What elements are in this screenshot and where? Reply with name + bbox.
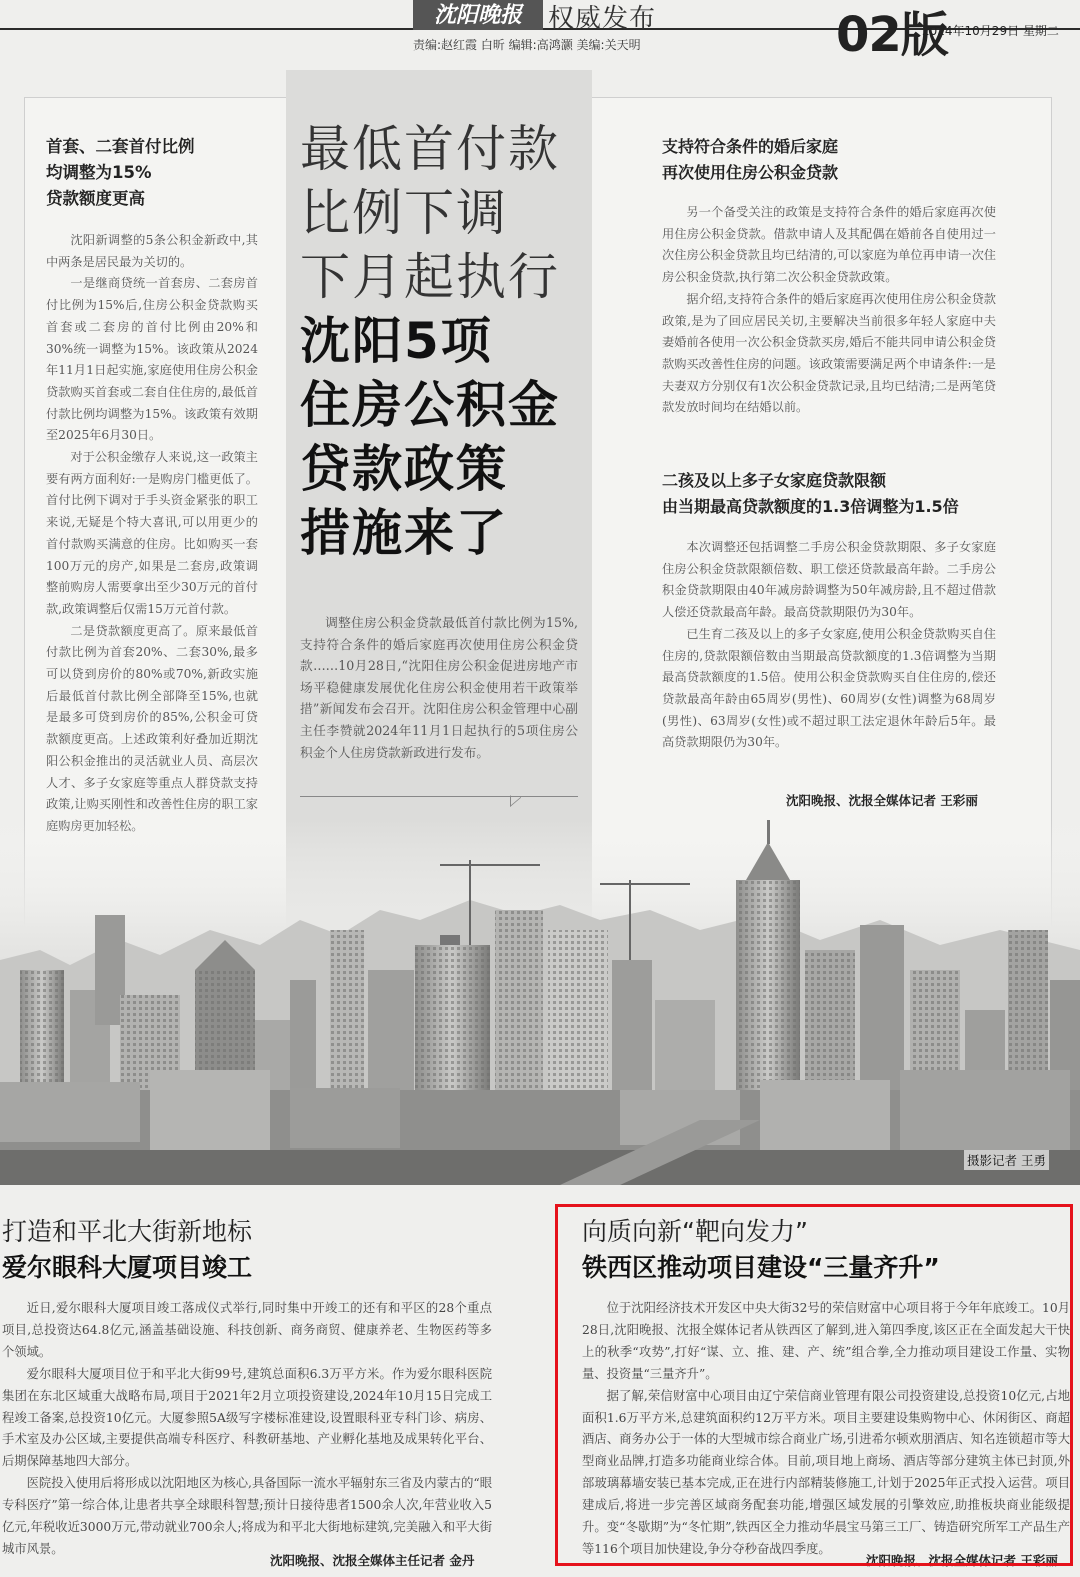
subheadline-line: 措施来了 [300,504,508,562]
subheadline-line: 住房公积金 [300,376,560,434]
paragraph: 沈阳新调整的5条公积金新政中,其中两条是居民最为关切的。 [46,233,258,269]
story-left-headline: 爱尔眼科大厦项目竣工 [2,1253,253,1282]
paragraph: 据了解,荣信财富中心项目由辽宁荣信商业管理有限公司投资建设,总投资10亿元,占地面积1.6万平方米,总建筑面积约12万平方米。项目主要建设集购物中心、休闲街区、商超酒店、商务办公于一体的大型城市综合商业广场,引进希尔顿欢朋酒店、知名连锁超市等大型商业品牌,打造多功能商业综合体。目前,项目地上商场、酒店等部分建筑主体已封顶,外部玻璃幕墙安装已基本完成,正在进行内部精装修施工,计划于2025年正式投入运营。项目建成后,将进一步完善区域商务配套功能,增强区域发展的引擎效应,助推板块商业能级提升。变“冬歇期”为“冬忙期”,铁西区全力推动华晨宝马第三工厂、铸造研究所军工产品生产等116个项目加快建设,争分夺秒奋战四季度。 [582,1388,1070,1556]
subheadline-line: 贷款政策 [300,440,508,498]
city-skyline-photo [0,820,1080,1185]
story-left-kicker: 打造和平北大街新地标 [2,1217,253,1246]
paper-masthead: 沈阳晚报 [413,0,543,30]
story-right-kicker: 向质向新“靶向发力” [582,1217,808,1246]
headline-line: 比例下调 [300,184,508,242]
lead-callout-rule [300,796,578,797]
main-headline [300,117,586,565]
paragraph: 另一个备受关注的政策是支持符合条件的婚后家庭再次使用住房公积金贷款。借款申请人及其配偶在婚前各自使用过一次住房公积金贷款且均已结清的,可以家庭为单位再申请一次住房公积金贷款,执行第二次公积金贷款政策。 [662,205,996,285]
paragraph: 已生育二孩及以上的多子女家庭,使用公积金贷款购买自住住房的,贷款限额倍数由当期最高贷款额度的1.3倍调整为当期最高贷款额度的1.5倍。使用公积金贷款购买自住住房的,偿还贷款最高年龄由65周岁(男性)、60周岁(女性)调整为68周岁(男性)、63周岁(女性)或不超过职工法定退休年龄后5年。最高贷款期限仍为30年。 [662,626,996,750]
editor-credits: 责编:赵红霞 白昕 编辑:高鸿灏 美编:关天明 [413,38,641,52]
story-right-byline: 沈阳晚报、沈报全媒体记者 王彩丽 [866,1553,1058,1568]
paragraph: 爱尔眼科大厦项目位于和平北大街99号,建筑总面积6.3万平方米。作为爱尔眼科医院集团在东北区域重大战略布局,项目于2021年2月立项投资建设,2024年10月15日完成工程竣工备案,总投资10亿元。大厦参照5A级写字楼标准建设,设置眼科亚专科门诊、病房、手术室及办公区域,主要提供高端专科医疗、科教研基地、产业孵化基地及成果转化平台、后期保障基地四大部分。 [2,1366,492,1469]
right-column-body-2 [662,537,996,754]
paragraph: 近日,爱尔眼科大厦项目竣工落成仪式举行,同时集中开竣工的还有和平区的28个重点项目,总投资达64.8亿元,涵盖基础设施、科技创新、商务商贸、健康养老、生物医药等多个领域。 [2,1301,492,1359]
highlight-box [555,1204,1073,1566]
subheadline-line: 沈阳5项 [300,312,493,370]
paragraph: 对于公积金缴存人来说,这一政策主要有两方面利好:一是购房门槛更低了。首付比例下调对于手头资金紧张的职工来说,无疑是个特大喜讯,可以用更少的首付款购买满意的住房。比如购买一套100万元的房产,如果是二套房,政策调整前购房人需要拿出至少30万元的首付款,政策调整后仅需15万元首付款。 [46,450,258,616]
story-left-body [2,1298,492,1556]
paragraph: 二是贷款额度更高了。原来最低首付款比例为首套20%、二套30%,最多可以贷到房价的80%或70%,新政实施后最低首付款比例全部降至15%,也就是最多可贷到房价的85%,公积金可贷款额度更高。上述政策利好叠加近期沈阳公积金推出的灵活就业人员、高层次人才、多子女家庭等重点人群贷款支持政策,让购买刚性和改善性住房的职工家 [46,623,258,812]
left-subhead: 首套、二套首付比例 均调整为15% 贷款额度更高 [46,137,195,208]
headline-line: 下月起执行 [300,248,560,306]
main-byline: 沈阳晚报、沈报全媒体记者 王彩丽 [786,793,978,808]
issue-date: 2024年10月29日 星期二 [922,24,1059,38]
paragraph: 医院投入使用后将形成以沈阳地区为核心,具备国际一流水平辐射东三省及内蒙古的“眼专科医疗”第一综合体,让患者共享全球眼科智慧;预计日接待患者1500余人次,年营业收入5亿元,年税收近3000万元,带动就业700余人;将成为和平北大街地标建筑,完美融入和平大街城市风景。 [2,1476,492,1556]
left-column-body [46,230,258,838]
paragraph: 一是继商贷统一首套房、二套房首付比例为15%后,住房公积金贷款购买首套或二套房的首付比例由20%和30%统一调整为15%。该政策从2024年11月1日起实施,家庭使用住房公积金贷款购买首套或二套自住住房的,最低首付款比例均调整为15%。该政策有效期至2025年6月30日。 [46,276,258,443]
section-name: 权威发布 [548,4,657,34]
paragraph: 据介绍,支持符合条件的婚后家庭再次使用住房公积金贷款政策,是为了回应居民关切,主要解决当前很多年轻人家庭中夫妻婚前各使用一次公积金贷款买房,婚后不能共同申请公积金贷款购买改善性住房的问题。该政策需要满足两个申请条件:一是夫妻双方分别仅有1次公积金贷款记录,且均已结清;二是两笔贷款发放时间均在结婚以前。 [662,291,996,415]
right-column-body-1 [662,202,996,419]
edition-number: 02版 [836,7,948,63]
story-left-byline: 沈阳晚报、沈报全媒体主任记者 金丹 [270,1553,475,1568]
right-subhead-1: 支持符合条件的婚后家庭 再次使用住房公积金贷款 [662,137,839,182]
paragraph: 本次调整还包括调整二手房公积金贷款期限、多子女家庭住房公积金贷款限额倍数、职工偿还贷款最高年龄。二手房公积金贷款期限由40年减房龄调整为50年减房龄,且不超过借款人偿还贷款最高年龄。最高贷款期限仍为30年。 [662,540,996,620]
right-subhead-2: 二孩及以上多子女家庭贷款限额 由当期最高贷款额度的1.3倍调整为1.5倍 [662,471,959,516]
paragraph: 位于沈阳经济技术开发区中央大街32号的荣信财富中心项目将于今年年底竣工。10月28日,沈阳晚报、沈报全媒体记者从铁西区了解到,进入第四季度,该区正在全面发起大干快上的秋季“攻势”,打好“谋、立、推、建、产、统”组合拳,全力推动项目建设工作量、实物量、投资量“三量齐升”。 [582,1301,1070,1381]
photo-credit: 摄影记者 王勇 [964,1150,1049,1170]
headline-line: 最低首付款 [300,120,560,178]
lead-paragraph: 调整住房公积金贷款最低首付款比例为15%,支持符合条件的婚后家庭再次使用住房公积金贷款……10月28日,“沈阳住房公积金促进房地产市场平稳健康发展优化住房公积金使用若干政策举措”新闻发布会召开。沈阳住房公积金管理中心副主任李赞就2024年11月1日起执行的5项住房公积金个人住房贷款新政进行发布。 [300,615,578,760]
story-right-headline: 铁西区推动项目建设“三量齐升” [582,1253,940,1282]
